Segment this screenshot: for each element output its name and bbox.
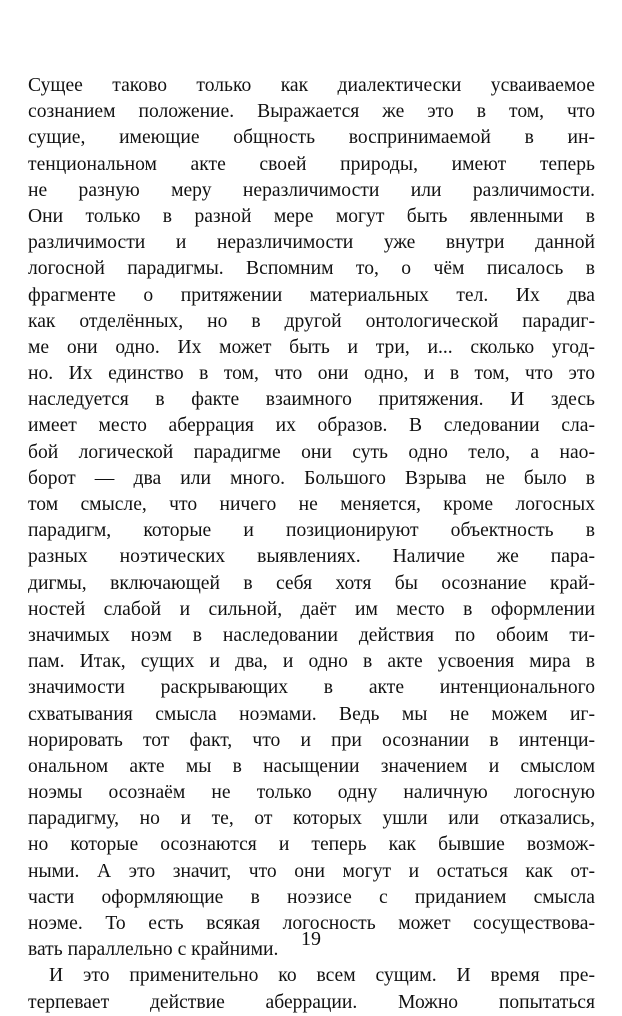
text-line: не разную меру неразличимости или различимости. — [28, 179, 595, 201]
text-line: но которые осознаются и теперь как бывшие возмож- — [28, 834, 595, 856]
text-line: дигмы, включающей в себя хотя бы осознание край- — [28, 572, 595, 594]
text-line: имеет место аберрация их образов. В следовании сла- — [28, 415, 595, 437]
text-line: Они только в разной мере могут быть явленными в — [28, 205, 595, 227]
text-line: вать параллельно с крайними. — [28, 939, 279, 961]
text-line: том смысле, что ничего не меняется, кроме логосных — [28, 494, 595, 515]
text-line: сущие, имеющие общность воспринимаемой в ин- — [28, 127, 595, 149]
text-line: значимости раскрывающих в акте интенционального — [28, 677, 595, 699]
text-line: сознанием положение. Выражается же это в том, что — [28, 101, 595, 123]
text-line: схватывания смысла ноэмами. Ведь мы не можем иг- — [28, 703, 595, 725]
text-line: И это применительно ко всем сущим. И время пре- — [49, 965, 595, 987]
text-line: разных ноэтических выявлениях. Наличие же пара- — [28, 546, 595, 568]
text-line: ональном акте мы в насыщении значением и смыслом — [28, 755, 595, 777]
text-line: ноэмы осознаём не только одну наличную логосную — [28, 782, 595, 804]
text-line: ме они одно. Их может быть и три, и... сколько угод- — [28, 336, 595, 358]
text-line: наследуется в факте взаимного притяжения. И здесь — [28, 389, 595, 411]
text-line: ностей слабой и сильной, даёт им место в оформлении — [28, 598, 595, 620]
text-line: как отделённых, но в другой онтологической парадиг- — [28, 310, 595, 332]
body-text — [28, 73, 595, 1016]
text-line: ноэме. То есть всякая логосность может сосуществова- — [28, 913, 595, 934]
text-line: бой логической парадигме они суть одно тело, а нао- — [28, 441, 595, 463]
text-line: пам. Итак, сущих и два, и одно в акте усвоения мира в — [28, 651, 595, 673]
text-line: логосной парадигмы. Вспомним то, о чём писалось в — [28, 258, 595, 280]
text-line: парадигму, но и те, от которых ушли или отказались, — [28, 808, 595, 830]
text-line: Сущее таково только как диалектически усваиваемое — [28, 75, 595, 96]
text-line: норировать тот факт, что и при осознании в интенци- — [28, 729, 595, 751]
text-line: тенциональном акте своей природы, имеют теперь — [28, 153, 595, 175]
text-line: значимых ноэм в наследовании действия по обоим ти- — [28, 624, 595, 646]
text-line: но. Их единство в том, что они одно, и в том, что это — [28, 363, 595, 385]
text-line: части оформляющие в ноэзисе с приданием смысла — [28, 886, 595, 908]
text-line: борот — два или много. Большого Взрыва не было в — [28, 467, 595, 489]
text-line: фрагменте о притяжении материальных тел. Их два — [28, 284, 595, 306]
text-line: различимости и неразличимости уже внутри данной — [28, 232, 595, 254]
text-line: ными. А это значит, что они могут и остаться как от- — [28, 860, 595, 882]
page-number: 19 — [301, 928, 321, 950]
text-line: парадигм, которые и позиционируют объектность в — [28, 520, 595, 542]
text-line: терпевает действие аберрации. Можно попытаться — [28, 991, 595, 1013]
